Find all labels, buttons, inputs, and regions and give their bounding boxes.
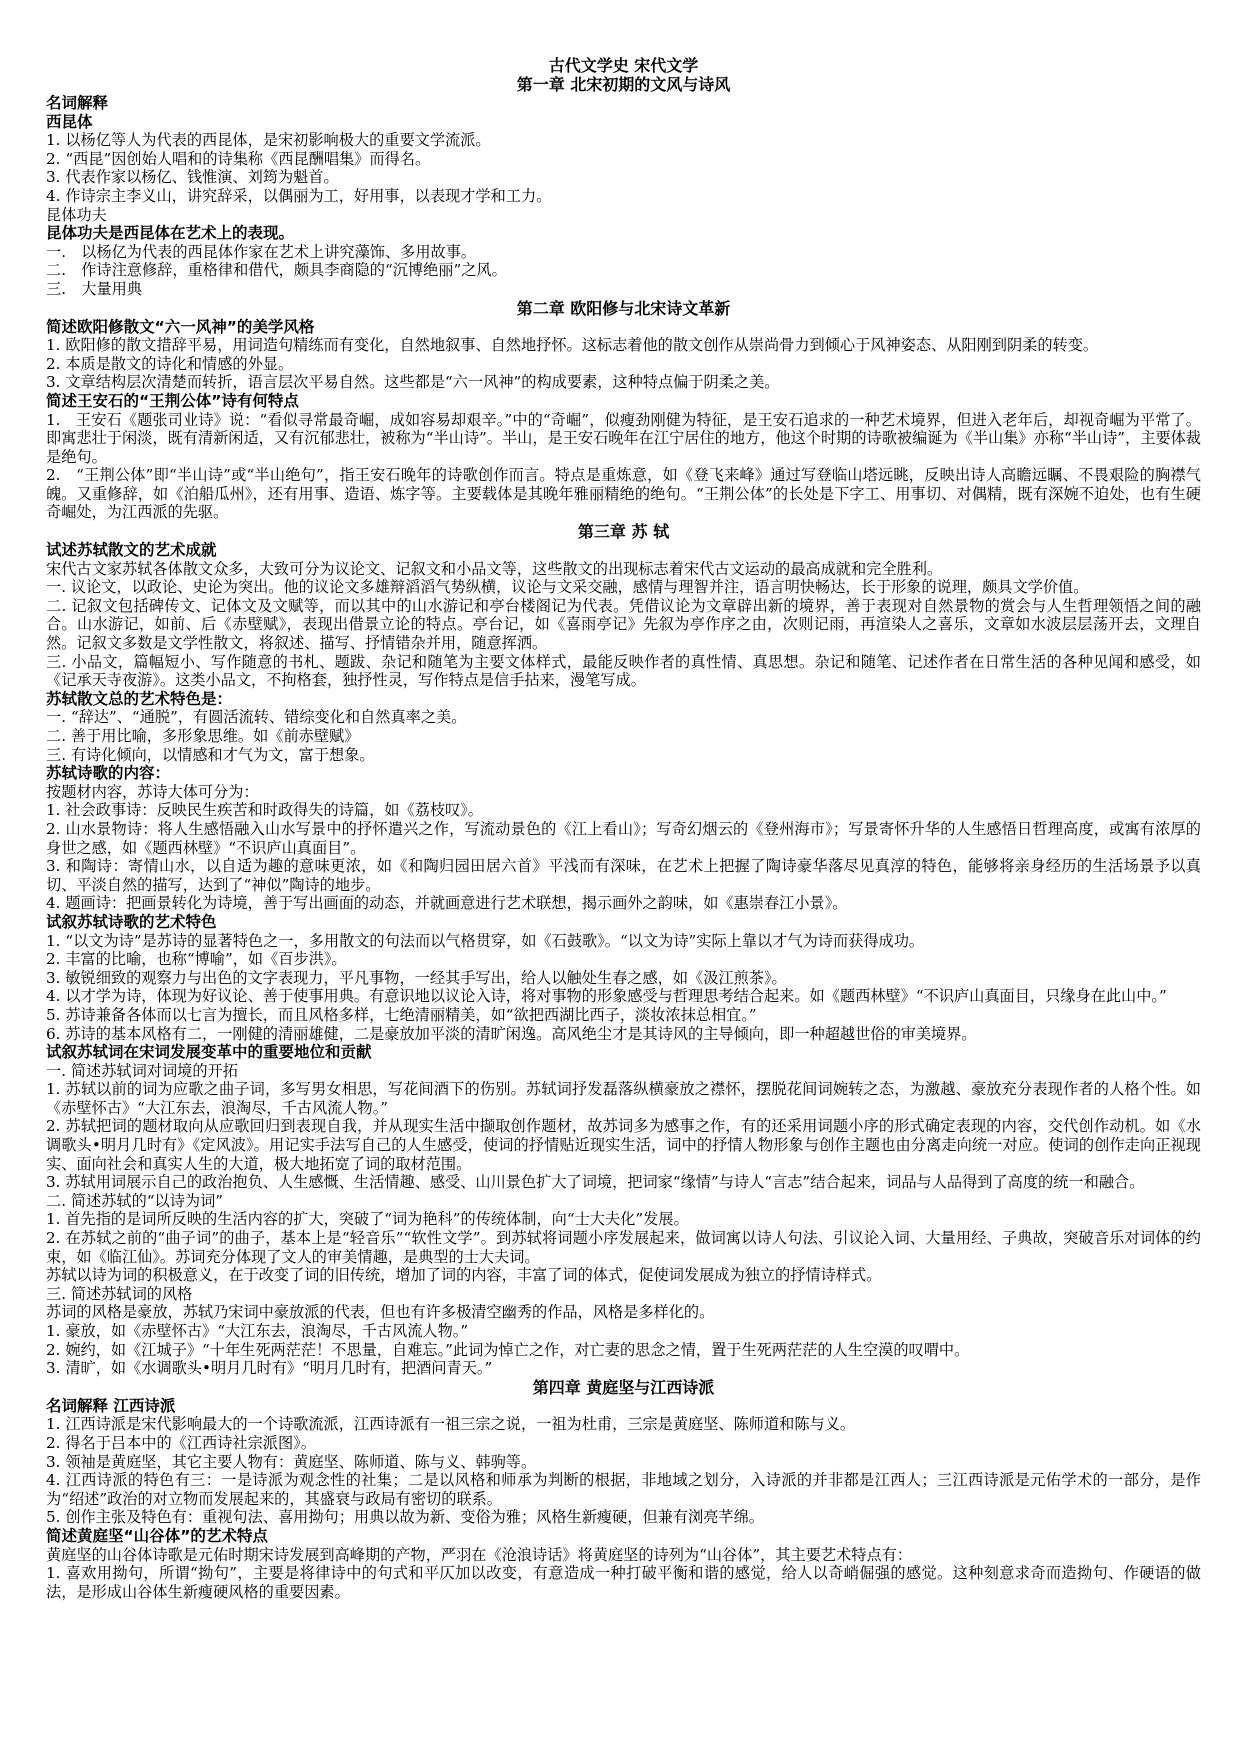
paragraph: 一. “辞达”、“通脱”，有圆活流转、错综变化和自然真率之美。: [46, 708, 467, 727]
paragraph: 3. 领袖是黄庭坚，其它主要人物有：黄庭坚、陈师道、陈与义、韩驹等。: [46, 1452, 537, 1471]
paragraph: 二. 作诗注意修辞，重格律和借代，颇具李商隐的“沉博绝丽”之风。: [46, 261, 507, 280]
chapter-title: 第一章 北宋初期的文风与诗风: [516, 75, 731, 94]
paragraph: 2. 苏轼把词的题材取向从应歌回归到表现自我，并从现实生活中撷取创作题材，故苏词多为感事之作，有的还采用词题小序的形式确定表现的内容，交代创作动机。如《水调歌头•明月几时有》《定风波》。用记实手法写自己的人生感受，使词的抒情贴近现实生活，词中的抒情人物形象与创作主题也由分离走向统一对应。使词的创作走向正视现实、面向社会和真实人生的大道，极大地拓宽了词的取材范围。: [46, 1117, 1201, 1173]
paragraph: 宋代古文家苏轼各体散文众多，大致可分为议论文、记叙文和小品文等，这些散文的出现标志着宋代古文运动的最高成就和完全胜利。: [46, 559, 943, 578]
paragraph: 4. 作诗宗主李义山，讲究辞采，以偶丽为工，好用事，以表现才学和工力。: [46, 186, 552, 205]
section-heading: 昆体功夫是西昆体在艺术上的表现。: [46, 224, 295, 243]
paragraph: 二. 记叙文包括碑传文、记体文及文赋等，而以其中的山水游记和亭台楼阁记为代表。凭借议论为文章辟出新的境界，善于表现对自然景物的赏会与人生哲理领悟之间的融合。山水游记，如前、后《赤壁赋》，表现出借景立论的特点。亭台记，如《喜雨亭记》先叙为亭作序之由，次则记雨，再渲染人之喜乐，文章如水波层层荡开去，文理自然。记叙文多数是文学性散文，将叙述、描写、抒情错杂并用，随意挥洒。: [46, 596, 1201, 653]
paragraph: 一. 议论文，以政论、史论为突出。他的议论文多雄辩滔滔气势纵横，议论与文采交融，感情与理智并注，语言明快畅达，长于形象的说理，颇具文学价值。: [46, 578, 1089, 597]
paragraph: 三. 有诗化倾向，以情感和才气为文，富于想象。: [46, 745, 375, 764]
paragraph: 2. 在苏轼之前的“曲子词”的曲子，基本上是“轻音乐”“软性文学”。到苏轼将词题小序发展起来，做词寓以诗人句法、引议论入词、大量用经、子典故，突破音乐对词体的约束，如《临江仙》。苏词充分体现了文人的审美情趣，是典型的士大夫词。: [46, 1229, 1201, 1266]
paragraph: 1. 欧阳修的散文措辞平易，用词造句精练而有变化，自然地叙事、自然地抒怀。这标志着他的散文创作从崇尚骨力到倾心于风神姿态、从阳刚到阴柔的转变。: [46, 336, 1099, 355]
chapter-title: 第三章 苏 轼: [577, 522, 670, 542]
paragraph: 苏轼以诗为词的积极意义，在于改变了词的旧传统，增加了词的内容，丰富了词的体式，促使词发展成为独立的抒情诗样式。: [46, 1266, 882, 1285]
chapter-title: 第四章 黄庭坚与江西诗派: [532, 1377, 715, 1397]
section-heading: 西昆体: [46, 112, 93, 131]
section-heading: 试叙苏轼诗歌的艺术特色: [46, 912, 217, 931]
paragraph: 苏词的风格是豪放，苏轼乃宋词中豪放派的代表，但也有许多极清空幽秀的作品，风格是多样化的。: [46, 1303, 715, 1322]
paragraph: 1. 王安石《题张司业诗》说：“看似寻常最奇崛，成如容易却艰辛。”中的“奇崛”，似瘦劲刚健为特征，是王安石追求的一种艺术境界，但进入老年后，却视奇崛为平常了。即寓悲壮于闲淡，既有清新闲适，又有沉郁悲壮，被称为“半山诗”。半山，是王安石晚年在江宁居住的地方，他这个时期的诗歌被编诞为《半山集》亦称“半山诗”，主要体裁是绝句。: [46, 410, 1201, 466]
paragraph: 5. 苏诗兼备各体而以七言为擅长，而且风格多样，七绝清丽精美，如“欲把西湖比西子，淡妆浓抹总相宜。”: [46, 1005, 757, 1024]
paragraph: 三. 小品文，篇幅短小、写作随意的书札、题跋、杂记和随笔为主要文体样式，最能反映作者的真性情、真思想。杂记和随笔、记述作者在日常生活的各种见闻和感受，如《记承天寺夜游》。这类小品文，不拘格套，独抒性灵，写作特点是信手拈来，漫笔写成。: [46, 652, 1201, 690]
paragraph: 1. 喜欢用拗句，所谓“拗句”，主要是将律诗中的句式和平仄加以改变，有意造成一种打破平衡和谐的感觉，给人以奇峭倔强的感觉。这种刻意求奇而造拗句、作硬语的做法，是形成山谷体生新瘦硬风格的重要因素。: [46, 1564, 1201, 1601]
section-heading: 名词解释 江西诗派: [46, 1396, 176, 1415]
paragraph: 1. 首先指的是词所反映的生活内容的扩大，突破了“词为艳科”的传统体制，向“士大夫化”发展。: [46, 1210, 689, 1229]
paragraph: 3. 和陶诗：寄情山水，以自适为趣的意味更浓，如《和陶归园田居六首》平浅而有深味，在艺术上把握了陶诗豪华落尽见真淳的特色，能够将亲身经历的生活场景予以真切、平淡自然的描写，达到了“神似”陶诗的地步。: [46, 857, 1201, 894]
paragraph: 3. 敏锐细致的观察力与出色的文字表现力，平凡事物，一经其手写出，给人以触处生春之感，如《汲江煎茶》。: [46, 968, 787, 987]
paragraph: 二. 善于用比喻，多形象思维。如《前赤壁赋》: [46, 727, 360, 745]
paragraph: 2. 山水景物诗：将人生感悟融入山水写景中的抒怀遣兴之作，写流动景色的《江上看山》；写奇幻烟云的《登州海市》；写景寄怀升华的人生感悟日哲理高度，或寓有浓厚的身世之感，如《题西林壁》“不识庐山真面目”。: [46, 819, 1201, 857]
paragraph: 1. 豪放，如《赤壁怀古》“大江东去，浪淘尽，千古风流人物。”: [46, 1322, 469, 1340]
section-heading: 试述苏轼散文的艺术成就: [46, 541, 217, 560]
paragraph: 1. 以杨亿等人为代表的西昆体，是宋初影响极大的重要文学流派。: [46, 131, 491, 150]
paragraph: 二. 简述苏轼的“以诗为词”: [46, 1191, 224, 1210]
section-heading: 苏轼诗歌的内容：: [46, 764, 171, 783]
paragraph: 1. 苏轼以前的词为应歌之曲子词，多写男女相思，写花间酒下的伤别。苏轼词抒发磊落纵横豪放之襟怀，摆脱花间词婉转之态，为激越、豪放充分表现作者的人格个性。如《赤壁怀古》“大江东去，浪淘尽，千古风流人物。”: [46, 1080, 1201, 1117]
paragraph: 3. 代表作家以杨亿、钱惟演、刘筠为魁首。: [46, 168, 339, 187]
section-heading: 苏轼散文总的艺术特色是：: [46, 689, 233, 708]
section-heading: 简述欧阳修散文“六一风神”的美学风格: [46, 317, 315, 336]
chapter-title: 第二章 欧阳修与北宋诗文革新: [516, 298, 731, 318]
paragraph: 一. 以杨亿为代表的西昆体作家在艺术上讲究藻饰、多用故事。: [46, 242, 477, 261]
paragraph: 1. 江西诗派是宋代影响最大的一个诗歌流派，江西诗派有一祖三宗之说，一祖为杜甫，三宗是黄庭坚、陈师道和陈与义。: [46, 1415, 856, 1434]
paragraph: 4. 以才学为诗，体现为好议论、善于使事用典。有意识地以议论入诗，将对事物的形象感受与哲理思考结合起来。如《题西林壁》“不识庐山真面目，只缘身在此山中。”: [46, 987, 1167, 1006]
document-content: [46, 75, 1201, 1601]
paragraph: 5. 创作主张及特色有：重视句法、喜用拗句；用典以故为新、变俗为雅；风格生新瘦硬，但兼有浏亮芊绵。: [46, 1508, 764, 1527]
paragraph: 黄庭坚的山谷体诗歌是元佑时期宋诗发展到高峰期的产物，严羽在《沧浪诗话》将黄庭坚的诗列为“山谷体”，其主要艺术特点有：: [46, 1545, 913, 1564]
section-heading: 简述黄庭坚“山谷体”的艺术特点: [46, 1526, 268, 1545]
paragraph: 2. 婉约，如《江城子》“十年生死两茫茫！不思量，自难忘。”此词为悼亡之作，对亡妻的思念之情，置于生死两茫茫的人生空漠的叹喟中。: [46, 1340, 970, 1359]
paragraph: 4. 江西诗派的特色有三：一是诗派为观念性的社集；二是以风格和师承为判断的根据，非地域之划分，入诗派的并非都是江西人；三江西诗派是元佑学术的一部分，是作为“绍述”政治的对立物而发展起来的，其盛衰与政局有密切的联系。: [46, 1471, 1201, 1508]
paragraph: 1. “以文为诗”是苏诗的显著特色之一，多用散文的句法而以气格贯穿，如《石鼓歌》。“以文为诗”实际上靠以才气为诗而获得成功。: [46, 931, 925, 950]
section-heading: 试叙苏轼词在宋词发展变革中的重要地位和贡献: [46, 1043, 372, 1062]
paragraph: 昆体功夫: [46, 205, 107, 224]
paragraph: 一. 简述苏轼词对词境的开拓: [46, 1061, 238, 1080]
paragraph: 2. “西昆”因创始人唱和的诗集称《西昆酬唱集》而得名。: [46, 149, 431, 168]
paragraph: 4. 题画诗：把画景转化为诗境，善于写出画面的动态，并就画意进行艺术联想，揭示画外之韵味，如《惠崇春江小景》。: [46, 894, 848, 913]
section-heading: 简述王安石的“王荆公体”诗有何特点: [46, 391, 299, 410]
paragraph: 三. 大量用典: [46, 279, 142, 298]
paragraph: 2. 得名于吕本中的《江西诗社宗派图》。: [46, 1433, 316, 1452]
section-heading: 名词解释: [46, 94, 109, 112]
paragraph: 2. “王荆公体”即“半山诗”或“半山绝句”，指王安石晚年的诗歌创作而言。特点是重炼意，如《登飞来峰》通过写登临山塔远眺，反映出诗人高瞻远瞩、不畏艰险的胸襟气魄。又重修辞，如《泊船瓜州》，还有用事、造语、炼字等。主要载体是其晚年雅丽精绝的绝句。“王荆公体”的长处是下字工、用事切、对偶精，既有深婉不迫处，也有生硬奇崛处，为江西派的先驱。: [46, 466, 1201, 522]
paragraph: 1. 社会政事诗：反映民生疾苦和时政得失的诗篇，如《荔枝叹》。: [46, 801, 483, 820]
paragraph: 6. 苏诗的基本风格有二，一刚健的清丽雄健，二是豪放加平淡的清旷闲逸。高风绝尘才是其诗风的主导倾向，即一种超越世俗的审美境界。: [46, 1024, 977, 1043]
paragraph: 3. 苏轼用词展示自己的政治抱负、人生感慨、生活情趣、感受、山川景色扩大了词境，把词家“缘情”与诗人“言志”结合起来，词品与人品得到了高度的统一和融合。: [46, 1173, 1145, 1192]
paragraph: 三. 简述苏轼词的风格: [46, 1284, 193, 1303]
paragraph: 2. 丰富的比喻，也称“博喻”，如《百步洪》。: [46, 950, 347, 969]
paragraph: 3. 清旷，如《水调歌头•明月几时有》“明月几时有，把酒问青天。”: [46, 1359, 493, 1378]
paragraph: 2. 本质是散文的诗化和情感的外显。: [46, 354, 294, 373]
paragraph: 按题材内容，苏诗大体可分为：: [46, 782, 259, 801]
document-title: 古代文学史 宋代文学: [548, 56, 699, 75]
paragraph: 3. 文章结构层次清楚而转折，语言层次平易自然。这些都是“六一风神”的构成要素，这种特点偏于阴柔之美。: [46, 373, 780, 392]
